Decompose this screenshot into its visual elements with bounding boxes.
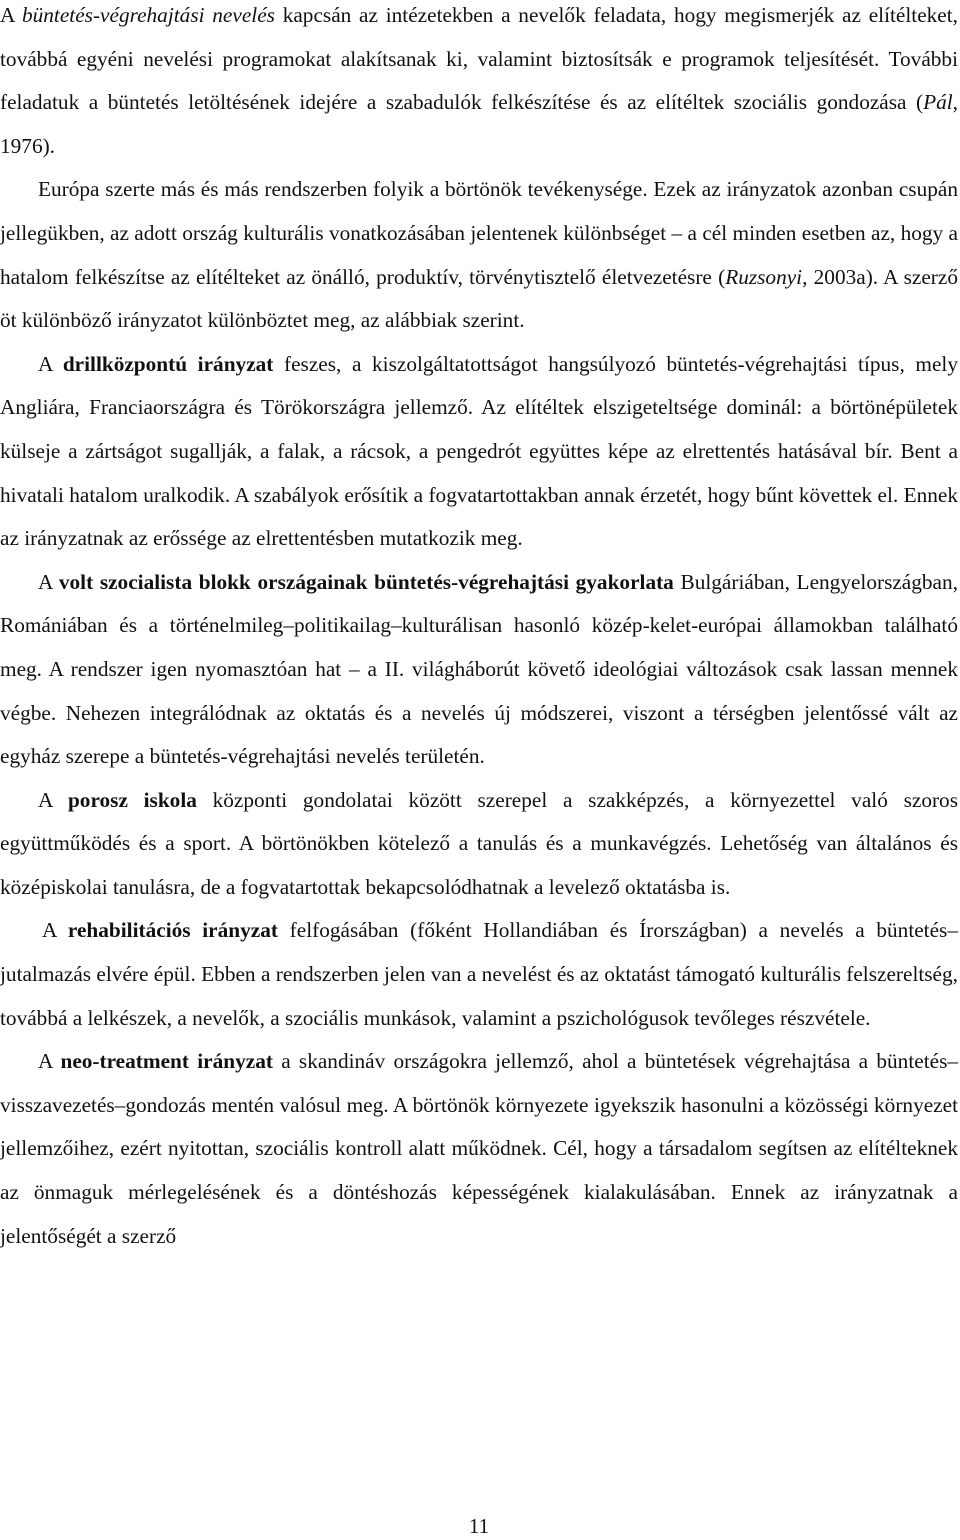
paragraph-1-seg-4: Pál bbox=[923, 90, 953, 115]
paragraph-4-seg-3: Bulgáriában, Lengyelországban, Romániában és a történelmileg–politikailag–kulturálisan hasonló közép-kelet-európai államokban található meg. A rendszer igen nyomasztóan hat – a II. világháborút követő ideológiai változások csak lassan mennek végbe. Nehezen integrálódnak az oktatás és a nevelés új módszerei, viszont a térségben jelentőssé vált az egyház szerepe a büntetés-végrehajtási nevelés területén. bbox=[0, 569, 958, 769]
paragraph-rehabilitacios bbox=[0, 909, 958, 1040]
paragraph-3-seg-3: feszes, a kiszolgáltatottságot hangsúlyozó büntetés-végrehajtási típus, mely Angliára, Franciaországra és Törökországra jellemző. Az elítéltek elszigeteltsége dominál: a börtönépületek külseje a zártságot sugallják, a falak, a rácsok, a pengedrót együttes képe az elrettentés hatásával bír. Bent a hivatali hatalom uralkodik. A szabályok erősítik a fogvatartottakban annak érzetét, hogy bűnt követtek el. Ennek az irányzatnak az erőssége az elrettentésben mutatkozik meg. bbox=[0, 351, 958, 551]
paragraph-porosz-iskola bbox=[0, 779, 958, 910]
paragraph-1-seg-1: A bbox=[0, 3, 22, 27]
paragraph-drillkozpontu bbox=[0, 343, 958, 561]
paragraph-bv-neveles bbox=[0, 0, 958, 168]
paragraph-1-seg-2: büntetés-végrehajtási nevelés bbox=[21, 3, 275, 27]
paragraph-2-seg-1: Európa szerte más és más rendszerben folyik a börtönök tevékenysége. Ezek az irányzatok azonban csupán jellegükben, az adott ország kulturális vonatkozásában jelentenek különbséget – a cél minden esetben az, hogy a hatalom felkészítse az elítélteket az önálló, produktív, törvénytisztelő életvezetésre ( bbox=[0, 177, 958, 289]
paragraph-7-seg-2: neo-treatment irányzat bbox=[60, 1049, 273, 1074]
paragraph-5-seg-2: porosz iskola bbox=[67, 787, 197, 812]
paragraph-2-seg-3: , 2003a). A szerző öt különböző irányzatot különböztet meg, az alábbiak szerint. bbox=[0, 264, 958, 333]
paragraph-2-seg-2: Ruzsonyi bbox=[725, 264, 803, 289]
paragraph-neo-treatment bbox=[0, 1040, 958, 1258]
paragraph-5-seg-1: A bbox=[38, 787, 68, 812]
paragraph-4-seg-2: volt szocialista blokk országainak büntetés-végrehajtási gyakorlata bbox=[58, 569, 674, 594]
paragraph-5-seg-3: központi gondolatai között szerepel a szakképzés, a környezettel való szoros együttműködés és a sport. A börtönökben kötelező a tanulás és a munkavégzés. Lehetőség van általános és középiskolai tanulásra, de a fogvatartottak bekapcsolódhatnak a levelező oktatásba is. bbox=[0, 787, 958, 899]
paragraph-7-seg-1: A bbox=[38, 1049, 61, 1074]
paragraph-1-seg-5: , 1976). bbox=[0, 90, 958, 158]
paragraph-3-seg-2: drillközpontú irányzat bbox=[62, 351, 274, 376]
paragraph-6-seg-3: felfogásában (főként Hollandiában és Írországban) a nevelés a büntetés–jutalmazás elvére épül. Ebben a rendszerben jelen van a nevelést és az oktatást támogató kulturális felszereltség, továbbá a lelkészek, a nevelők, a szociális munkások, valamint a pszichológusok tevőleges részvétele. bbox=[0, 918, 958, 1030]
page-number: 11 bbox=[468, 1514, 490, 1538]
paragraph-6-seg-2: rehabilitációs irányzat bbox=[67, 918, 278, 943]
paragraph-szocialista-blokk bbox=[0, 561, 958, 779]
paragraph-6-seg-1: A bbox=[42, 918, 68, 943]
paragraph-1-seg-3: kapcsán az intézetekben a nevelők feladata, hogy megismerjék az elítélteket, továbbá egyéni nevelési programokat alakítsanak ki, valamint biztosítsák e programok teljesítését. További feladatuk a büntetés letöltésének idejére a szabadulók felkészítése és az elítéltek szociális gondozása ( bbox=[0, 3, 958, 115]
paragraph-4-seg-1: A bbox=[38, 569, 59, 594]
paragraph-7-seg-3: a skandináv országokra jellemző, ahol a büntetések végrehajtása a büntetés–visszavezetés–gondozás mentén valósul meg. A börtönök környezete igyekszik hasonulni a közösségi környezet jellemzőihez, ezért nyitottan, szociális kontroll alatt működnek. Cél, hogy a társadalom segítsen az elítélteknek az önmaguk mérlegelésének és a döntéshozás képességének kialakulásában. Ennek az irányzatnak a jelentőségét a szerző bbox=[0, 1049, 959, 1248]
paragraph-europa bbox=[0, 168, 958, 342]
paragraph-3-seg-1: A bbox=[38, 351, 63, 376]
